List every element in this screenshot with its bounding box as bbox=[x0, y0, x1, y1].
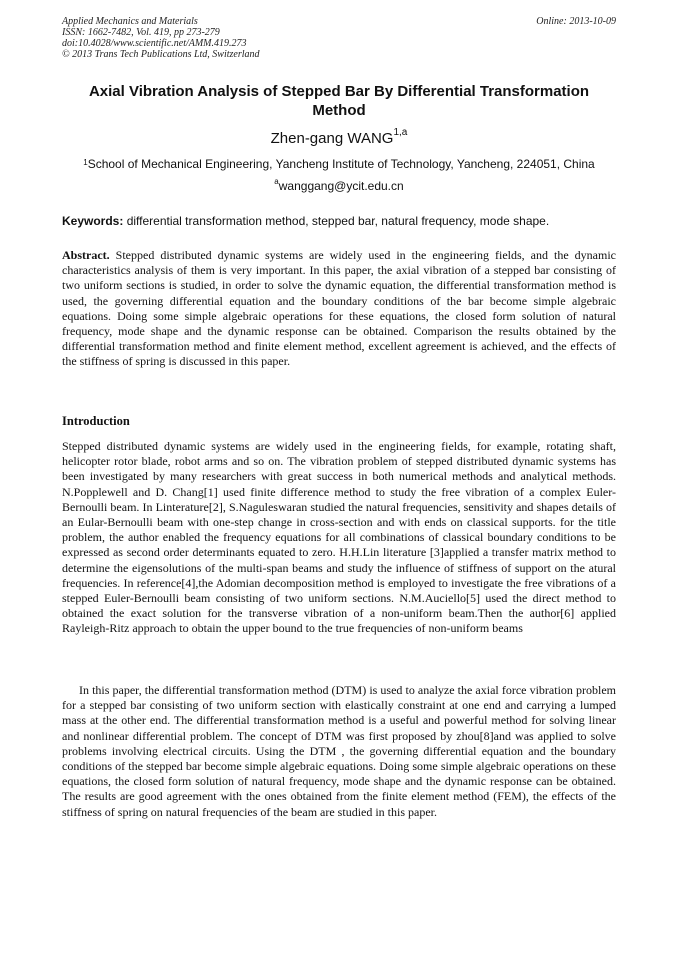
email-line bbox=[62, 179, 616, 193]
paper-title: Axial Vibration Analysis of Stepped Bar By Differential Transformation Method bbox=[88, 83, 590, 119]
email-superscript: a bbox=[274, 177, 279, 186]
introduction-paragraph-2: In this paper, the differential transformation method (DTM) is used to analyze the axial force vibration problem for a stepped bar consisting of two uniform section with elastically constraint at one end and carrying a lumped mass at the other end. The differential transformation method is a useful and powerful method for solving linear and nonlinear differential problem. The concept of DTM was first proposed by zhou[8]and was applied to solve problems involving electrical circuits. Using the DTM , the governing differential equation and the boundary conditions of the stepped bar become simple algebraic equations. Doing some simple algebraic operations on these equations, the closed form solution of natural frequency, mode shape and the dynamic response can be obtained. The results are good agreement with the ones obtained from the finite element method (FEM), the effects of the stiffness of spring on natural frequencies of the beam are studied in this paper. bbox=[62, 683, 616, 819]
issn-line: ISSN: 1662-7482, Vol. 419, pp 273-279 bbox=[62, 27, 220, 38]
affiliation-text: School of Mechanical Engineering, Yancheng Institute of Technology, Yancheng, 224051, China bbox=[87, 157, 595, 171]
keywords-text: differential transformation method, stepped bar, natural frequency, mode shape. bbox=[126, 214, 550, 228]
copyright-line: © 2013 Trans Tech Publications Ltd, Switzerland bbox=[62, 49, 260, 60]
affiliation-line bbox=[62, 157, 616, 172]
author-line bbox=[62, 127, 616, 147]
introduction-paragraph-1: Stepped distributed dynamic systems are widely used in the engineering fields, for example, rotating shaft, helicopter rotor blade, robot arms and so on. The vibration problem of stepped distributed dynamic systems has been investigated by many researchers with great success in both numerical methods and analytical methods. N.Popplewell and D. Chang[1] used finite difference method to study the free vibration of a complex Euler-Bernoulli beam. In Linterature[2], S.Naguleswaran studied the natural frequencies, sensitivity and shapes details of an Eular-Bernoulli beam with one-step change in cross-section and with ends on classical supports. for the title problem, the author enabled the frequency equations for all combinations of classical boundary conditions to be expressed as second order determinants equated to zero. H.H.Lin literature [3]applied a transfer matrix method to determine the eigensolutions of the multi-span beams and study the influence of stiffness of support on the atural frequencies. In reference[4],the Adomian decomposition method is employed to investigate the free vibrations of a stepped Euler-Bernoulli beam consisting of two uniform sections. N.M.Auciello[5] used the direct method to obtained the exact solution for the transverse vibration of a non-uniform beam.Then the author[6] applied Rayleigh-Ritz approach to obtain the upper bound to the true frequencies of non-uniform beams bbox=[62, 439, 616, 636]
email-address[interactable]: wanggang@ycit.edu.cn bbox=[278, 179, 404, 193]
introduction-heading: Introduction bbox=[62, 414, 130, 428]
author-name: Zhen-gang WANG bbox=[270, 130, 394, 147]
keywords-line bbox=[62, 214, 616, 228]
affiliation-superscript: 1 bbox=[83, 158, 88, 167]
doi-line: doi:10.4028/www.scientific.net/AMM.419.273 bbox=[62, 38, 247, 49]
journal-name: Applied Mechanics and Materials bbox=[62, 16, 198, 27]
abstract-paragraph bbox=[62, 248, 616, 370]
abstract-text: Stepped distributed dynamic systems are widely used in the engineering fields, and the dynamic characteristics analysis of them is very important. In this paper, the axial vibration of a stepped bar consisting of two uniform sections is studied, in order to solve the dynamic equation, the differential transformation method is used, the governing differential equation and the boundary conditions of the bar become simple algebraic equations. Doing some simple algebraic operations for these equations, the closed form solution of natural frequency, mode shape and the dynamic response can be obtained. Comparison the results obtained by the differential transformation method and finite element method, excellent agreement is achieved, and the effects of the stiffness of spring is discussed in this paper. bbox=[62, 248, 616, 369]
online-date: Online: 2013-10-09 bbox=[536, 16, 616, 27]
journal-header bbox=[62, 16, 616, 60]
abstract-label: Abstract. bbox=[62, 248, 110, 262]
keywords-label: Keywords: bbox=[62, 214, 124, 228]
author-superscript: 1,a bbox=[393, 127, 408, 138]
